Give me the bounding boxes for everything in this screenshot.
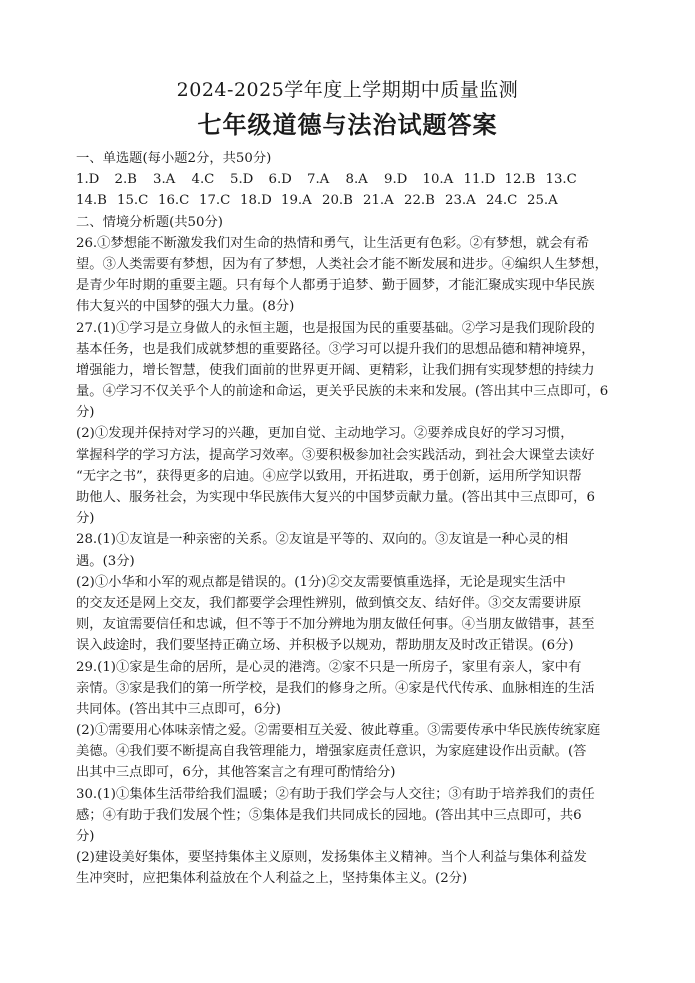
answer-line: 30.(1)①集体生活带给我们温暖；②有助于我们学会与人交往；③有助于培养我们的责任 [76, 786, 595, 802]
answers-row-1 [76, 169, 622, 190]
answer-line: 亲情。③家是我们的第一所学校，是我们的修身之所。④家是代代传承、血脉相连的生活 [76, 680, 595, 696]
answer-item: 22.B [404, 193, 435, 209]
answer-line: (2)①发现并保持对学习的兴趣，更加自觉、主动地学习。②要养成良好的学习习惯， [76, 426, 574, 442]
answer-line: 出其中三点即可，6分，其他答案言之有理可酌情给分) [76, 765, 396, 781]
answer-line: 分) [76, 511, 95, 527]
answer-line: (2)①小华和小军的观点都是错误的。(1分)②交友需要慎重选择，无论是现实生活中 [76, 574, 566, 590]
page-title: 2024-2025学年度上学期期中质量监测 [176, 79, 519, 101]
answer-line: 感；④有助于我们发展个性；⑤集体是我们共同成长的园地。(答出其中三点即可，共6 [76, 807, 582, 823]
answer-item: 1.D [76, 172, 100, 188]
answer-line: 遇。(3分) [76, 553, 135, 569]
answer-line: 的交友还是网上交友，我们都要学会理性辨别，做到慎交友、结好伴。③交友需要讲原 [76, 595, 582, 611]
answer-line: 则，友谊需要信任和忠诚，但不等于不加分辨地为朋友做任何事。④当朋友做错事，甚至 [76, 617, 595, 633]
answer-line: 量。④学习不仅关乎个人的前途和命运，更关乎民族的未来和发展。(答出其中三点即可，6 [76, 384, 609, 400]
page-subtitle: 七年级道德与法治试题答案 [197, 111, 498, 139]
answer-item: 7.A [307, 172, 330, 188]
answer-line: 误入歧途时，我们要坚持正确立场、并积极予以规劝，帮助朋友及时改正错误。(6分) [76, 638, 574, 654]
answer-line: 分) [76, 405, 95, 421]
answer-item: 18.D [240, 193, 272, 209]
answer-item: 25.A [527, 193, 558, 209]
answer-line: 望。③人类需要有梦想，因为有了梦想，人类社会才能不断发展和进步。④编织人生梦想， [76, 256, 608, 272]
answer-line: 增强能力，增长智慧，使我们面前的世界更开阔、更精彩，让我们拥有实现梦想的持续力 [76, 362, 595, 378]
answer-item: 8.A [345, 172, 368, 188]
section1-heading: 一、单选题(每小题2分，共50分) [76, 151, 272, 166]
answer-item: 21.A [363, 193, 394, 209]
answer-item: 4.C [191, 172, 215, 188]
section2-heading: 二、情境分析题(共50分) [76, 214, 223, 230]
answer-item: 9.D [384, 172, 408, 188]
answer-line: (2)①需要用心体味亲情之爱。②需要相互关爱、彼此尊重。③需要传承中华民族传统家庭 [76, 723, 601, 739]
answer-item: 19.A [281, 193, 312, 209]
answer-line: 生冲突时，应把集体利益放在个人利益之上，坚持集体主义。(2分) [76, 871, 468, 887]
answer-line: 基本任务，也是我们成就梦想的重要路径。③学习可以提升我们的思想品德和精神境界， [76, 341, 595, 357]
answer-item: 20.B [322, 193, 353, 209]
answer-item: 10.A [422, 172, 454, 188]
answer-item: 14.B [76, 193, 107, 209]
answer-line: 共同体。(答出其中三点即可，6分) [76, 701, 281, 717]
answer-item: 16.C [158, 193, 190, 209]
answer-item: 24.C [486, 193, 518, 209]
answer-line: 是青少年时期的重要主题。只有每个人都勇于追梦、勤于圆梦，才能汇聚成实现中华民族 [76, 278, 595, 294]
answer-line: 26.①梦想能不断激发我们对生命的热情和勇气，让生活更有色彩。②有梦想，就会有希 [76, 235, 590, 251]
answer-item: 17.C [199, 193, 231, 209]
answer-item: 6.D [268, 172, 292, 188]
answer-item: 13.C [545, 172, 577, 188]
answer-line: 助他人、服务社会，为实现中华民族伟大复兴的中国梦贡献力量。(答出其中三点即可，6 [76, 490, 595, 505]
answer-item: 11.D [463, 172, 496, 188]
answer-line: 掌握科学的学习方法，提高学习效率。③要积极参加社会实践活动，到社会大课堂去读好 [76, 447, 595, 463]
answer-content [76, 148, 622, 890]
answer-line: 28.(1)①友谊是一种亲密的关系。②友谊是平等的、双向的。③友谊是一种心灵的相 [76, 532, 569, 548]
answer-line: 美德。④我们要不断提高自我管理能力，增强家庭责任意识，为家庭建设作出贡献。(答 [76, 744, 587, 760]
answer-item: 23.A [445, 193, 476, 209]
answer-item: 3.A [153, 172, 176, 188]
answer-item: 5.D [230, 172, 254, 188]
answer-line: 分) [76, 829, 95, 844]
answer-line: 伟大复兴的中国梦的强大力量。(8分) [76, 299, 295, 315]
answers-row-2 [76, 190, 622, 211]
answer-item: 15.C [117, 193, 149, 209]
answer-line: (2)建设美好集体，要坚持集体主义原则，发扬集体主义精神。当个人利益与集体利益发 [76, 850, 587, 866]
answer-line: 29.(1)①家是生命的居所，是心灵的港湾。②家不只是一所房子，家里有亲人，家中有 [76, 659, 582, 675]
answer-line: 27.(1)①学习是立身做人的永恒主题，也是报国为民的重要基础。②学习是我们现阶段的 [76, 320, 595, 336]
answer-line: “无字之书”，获得更多的启迪。④应学以致用，开拓进取，勇于创新，运用所学知识帮 [76, 468, 582, 484]
answer-item: 12.B [504, 172, 536, 188]
answer-item: 2.B [114, 172, 137, 188]
